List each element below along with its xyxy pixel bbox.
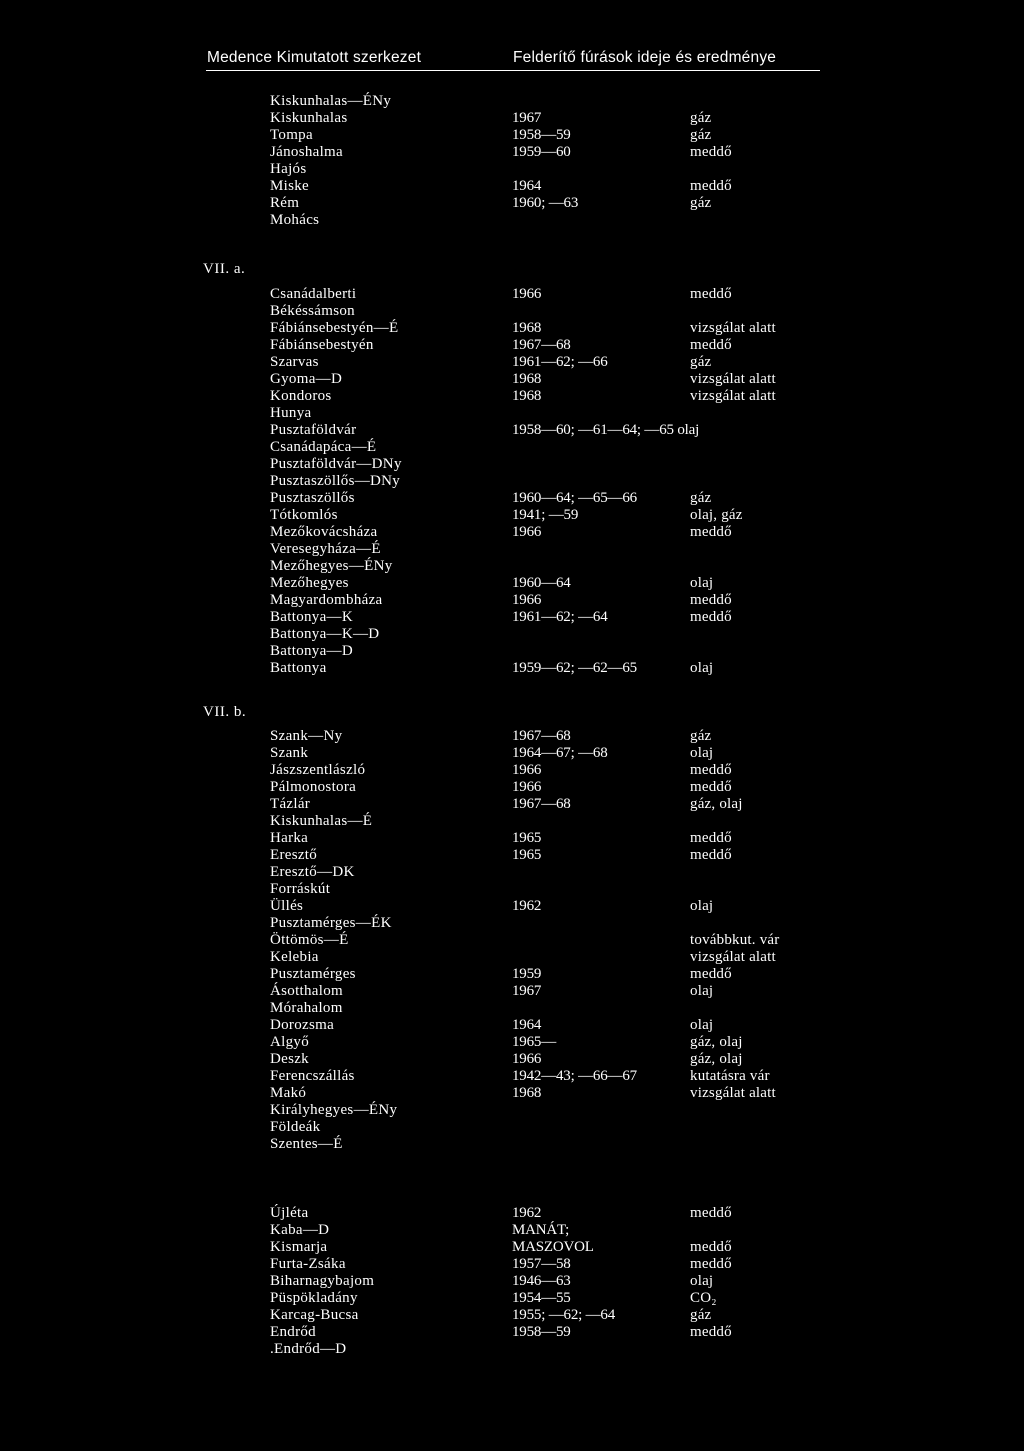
drilling-result: gáz — [690, 354, 712, 370]
drilling-result: meddő — [690, 762, 732, 778]
drilling-result: gáz — [690, 728, 712, 744]
drilling-years: 1964 — [512, 178, 542, 194]
structure-name: Pusztamérges — [270, 966, 356, 982]
drilling-years: 1968 — [512, 371, 542, 387]
drilling-result: kutatásra vár — [690, 1068, 770, 1084]
drilling-result: gáz — [690, 490, 712, 506]
structure-name: Mohács — [270, 212, 320, 228]
structure-name: Kelebia — [270, 949, 319, 965]
drilling-result: olaj — [690, 898, 714, 914]
structure-name: Pusztamérges—ÉK — [270, 915, 392, 931]
structure-name: Magyardombháza — [270, 592, 383, 608]
structure-name: Biharnagybajom — [270, 1273, 375, 1289]
drilling-result: gáz — [690, 127, 712, 143]
drilling-years: 1958—59 — [512, 127, 571, 143]
drilling-result: gáz, olaj — [690, 796, 743, 812]
drilling-years: 1966 — [512, 524, 542, 540]
drilling-result: meddő — [690, 178, 732, 194]
structure-name: Battonya—D — [270, 643, 353, 659]
structure-name: Mezőhegyes — [270, 575, 349, 591]
drilling-result: vizsgálat alatt — [690, 320, 776, 336]
structure-name: Kiskunhalas—ÉNy — [270, 93, 392, 109]
drilling-result: vizsgálat alatt — [690, 388, 776, 404]
structure-name: Pálmonostora — [270, 779, 357, 795]
drilling-result: gáz, olaj — [690, 1034, 743, 1050]
structure-name: .Endrőd—D — [270, 1341, 347, 1357]
drilling-result: vizsgálat alatt — [690, 1085, 776, 1101]
drilling-result: meddő — [690, 144, 732, 160]
drilling-years: MASZOVOL — [512, 1239, 594, 1255]
structure-name: Fábiánsebestyén — [270, 337, 374, 353]
structure-name: Csanádalberti — [270, 286, 357, 302]
structure-name: Békéssámson — [270, 303, 355, 319]
drilling-result: meddő — [690, 779, 732, 795]
section-label-viib: VII. b. — [203, 704, 247, 720]
drilling-result: gáz — [690, 1307, 712, 1323]
drilling-years: 1967 — [512, 983, 542, 999]
drilling-years: 1954—55 — [512, 1290, 571, 1306]
structure-name: Karcag-Bucsa — [270, 1307, 359, 1323]
structure-name: Öttömös—É — [270, 932, 349, 948]
structure-name: Makó — [270, 1085, 307, 1101]
structure-name: Kismarja — [270, 1239, 328, 1255]
drilling-years: 1967 — [512, 110, 542, 126]
structure-name: Eresztő — [270, 847, 318, 863]
structure-name: Deszk — [270, 1051, 309, 1067]
drilling-years: 1966 — [512, 779, 542, 795]
structure-name: Battonya—K — [270, 609, 353, 625]
drilling-years: 1968 — [512, 320, 542, 336]
structure-name: Battonya—K—D — [270, 626, 380, 642]
drilling-result: meddő — [690, 286, 732, 302]
drilling-years: 1941; —59 — [512, 507, 579, 523]
drilling-years: 1968 — [512, 388, 542, 404]
drilling-result: olaj — [690, 660, 714, 676]
drilling-result: meddő — [690, 1205, 732, 1221]
drilling-years: 1955; —62; —64 — [512, 1307, 616, 1323]
drilling-years: 1942—43; —66—67 — [512, 1068, 637, 1084]
column-header-drilling: Felderítő fúrások ideje és eredménye — [513, 49, 777, 66]
structure-name: Gyoma—D — [270, 371, 343, 387]
drilling-result: olaj — [690, 1273, 714, 1289]
structure-name: Pusztaszöllős — [270, 490, 355, 506]
drilling-years: 1962 — [512, 898, 542, 914]
structure-name: Pusztaföldvár—DNy — [270, 456, 402, 472]
structure-name: Kaba—D — [270, 1222, 330, 1238]
drilling-years: 1968 — [512, 1085, 542, 1101]
structure-name: Szank — [270, 745, 309, 761]
drilling-years: 1966 — [512, 592, 542, 608]
structure-name: Jászszentlászló — [270, 762, 366, 778]
structure-name: Kiskunhalas — [270, 110, 348, 126]
drilling-years: 1958—59 — [512, 1324, 571, 1340]
drilling-years: 1964—67; —68 — [512, 745, 608, 761]
drilling-years: MANÁT; — [512, 1222, 570, 1238]
drilling-years: 1961—62; —66 — [512, 354, 608, 370]
structure-name: Földeák — [270, 1119, 321, 1135]
structure-name: Eresztő—DK — [270, 864, 355, 880]
drilling-years: 1960—64 — [512, 575, 571, 591]
structure-name: Rém — [270, 195, 300, 211]
drilling-years: 1959—62; —62—65 — [512, 660, 637, 676]
drilling-result: olaj — [690, 983, 714, 999]
structure-name: Fábiánsebestyén—É — [270, 320, 399, 336]
drilling-result: továbbkut. vár — [690, 932, 780, 948]
structure-name: Harka — [270, 830, 309, 846]
drilling-years: 1965— — [512, 1034, 557, 1050]
section-label-viia: VII. a. — [203, 261, 246, 277]
structure-name: Endrőd — [270, 1324, 316, 1340]
structure-name: Ásotthalom — [270, 983, 343, 999]
drilling-result: gáz, olaj — [690, 1051, 743, 1067]
structure-name: Algyő — [270, 1034, 309, 1050]
drilling-years: 1965 — [512, 847, 542, 863]
structure-name: Battonya — [270, 660, 327, 676]
drilling-years: 1957—58 — [512, 1256, 571, 1272]
structure-name: Püspökladány — [270, 1290, 358, 1306]
drilling-result: meddő — [690, 966, 732, 982]
drilling-years: 1959—60 — [512, 144, 571, 160]
structure-name: Királyhegyes—ÉNy — [270, 1102, 398, 1118]
structure-name: Mórahalom — [270, 1000, 343, 1016]
drilling-result: olaj — [690, 575, 714, 591]
drilling-result: gáz — [690, 195, 712, 211]
structure-name: Kondoros — [270, 388, 332, 404]
drilling-years: 1964 — [512, 1017, 542, 1033]
drilling-result: meddő — [690, 524, 732, 540]
drilling-result: meddő — [690, 830, 732, 846]
drilling-years: 1958—60; —61—64; —65 olaj — [512, 422, 700, 438]
structure-name: Csanádapáca—É — [270, 439, 377, 455]
drilling-result: vizsgálat alatt — [690, 371, 776, 387]
structure-name: Mezőhegyes—ÉNy — [270, 558, 393, 574]
drilling-result: CO₂ — [690, 1290, 717, 1306]
header-rule — [206, 70, 820, 71]
structure-name: Dorozsma — [270, 1017, 335, 1033]
structure-name: Tótkomlós — [270, 507, 338, 523]
drilling-years: 1946—63 — [512, 1273, 571, 1289]
drilling-result: meddő — [690, 337, 732, 353]
drilling-result: meddő — [690, 609, 732, 625]
drilling-years: 1967—68 — [512, 728, 571, 744]
drilling-years: 1961—62; —64 — [512, 609, 608, 625]
structure-name: Hunya — [270, 405, 312, 421]
drilling-years: 1966 — [512, 286, 542, 302]
drilling-years: 1966 — [512, 1051, 542, 1067]
structure-name: Forráskút — [270, 881, 331, 897]
structure-name: Tompa — [270, 127, 313, 143]
drilling-years: 1967—68 — [512, 796, 571, 812]
structure-name: Üllés — [270, 898, 304, 914]
structure-name: Ferencszállás — [270, 1068, 355, 1084]
drilling-years: 1959 — [512, 966, 542, 982]
drilling-result: vizsgálat alatt — [690, 949, 776, 965]
drilling-years: 1960; —63 — [512, 195, 579, 211]
drilling-years: 1965 — [512, 830, 542, 846]
drilling-years: 1962 — [512, 1205, 542, 1221]
structure-name: Pusztaföldvár — [270, 422, 357, 438]
structure-name: Szarvas — [270, 354, 319, 370]
drilling-result: olaj — [690, 1017, 714, 1033]
structure-name: Miske — [270, 178, 309, 194]
structure-name: Újléta — [270, 1205, 309, 1221]
drilling-years: 1966 — [512, 762, 542, 778]
drilling-result: meddő — [690, 592, 732, 608]
structure-name: Mezőkovácsháza — [270, 524, 378, 540]
structure-name: Furta-Zsáka — [270, 1256, 346, 1272]
structure-name: Tázlár — [270, 796, 311, 812]
structure-name: Jánoshalma — [270, 144, 343, 160]
structure-name: Kiskunhalas—É — [270, 813, 373, 829]
drilling-result: meddő — [690, 1324, 732, 1340]
structure-name: Hajós — [270, 161, 307, 177]
drilling-result: olaj, gáz — [690, 507, 743, 523]
drilling-years: 1967—68 — [512, 337, 571, 353]
column-header-basin: Medence Kimutatott szerkezet — [207, 49, 422, 66]
drilling-result: meddő — [690, 847, 732, 863]
structure-name: Szentes—É — [270, 1136, 343, 1152]
structure-name: Pusztaszöllős—DNy — [270, 473, 401, 489]
drilling-result: olaj — [690, 745, 714, 761]
structure-name: Szank—Ny — [270, 728, 343, 744]
drilling-years: 1960—64; —65—66 — [512, 490, 637, 506]
structure-name: Veresegyháza—É — [270, 541, 381, 557]
drilling-result: gáz — [690, 110, 712, 126]
drilling-result: meddő — [690, 1256, 732, 1272]
drilling-result: meddő — [690, 1239, 732, 1255]
